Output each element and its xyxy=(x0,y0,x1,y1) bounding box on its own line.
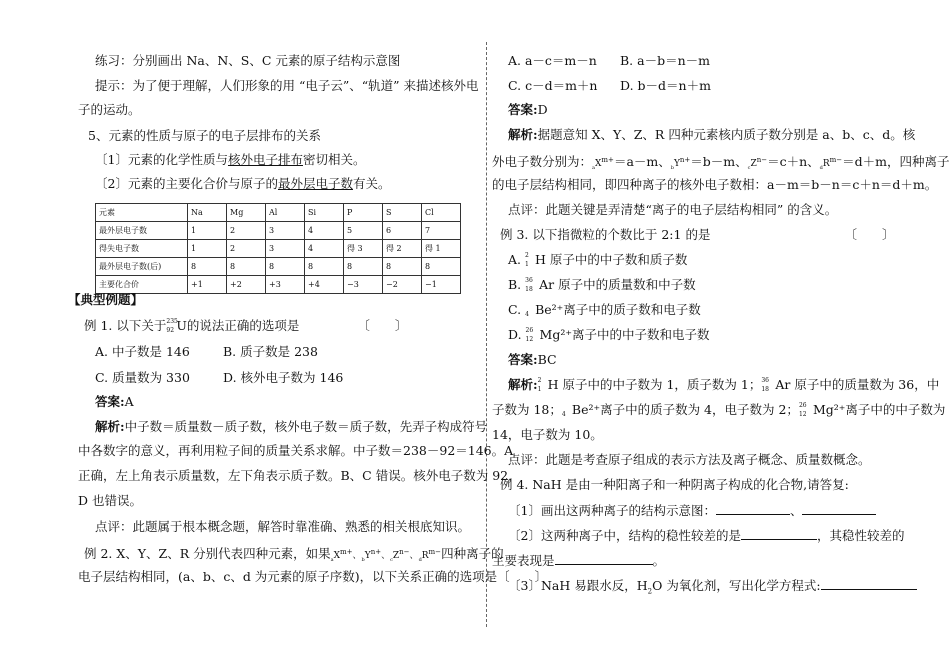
table-cell: +4 xyxy=(305,276,344,294)
example-1-analysis-4: D 也错误。 xyxy=(78,493,142,508)
example-3-analysis-3: 14，电子数为 10。 xyxy=(492,427,603,442)
example-2-option-a: A. a－c＝m－n xyxy=(508,53,597,68)
analysis-label: 解析: xyxy=(508,127,538,142)
isotope-number: 4 xyxy=(525,310,529,318)
table-cell: P xyxy=(344,204,383,222)
option-text: Be²⁺离子中的质子数和电子数 xyxy=(535,302,701,317)
example-2-question-line-2: 电子层结构相同，(a、b、c、d 为元素的原子序数)，以下关系正确的选项是〔 〕 xyxy=(78,569,548,584)
table-row xyxy=(96,222,461,240)
analysis-2-text-c: ＝b－m、 xyxy=(690,154,748,169)
column-divider xyxy=(486,42,487,627)
example-3-option-d xyxy=(508,327,709,343)
example-2-option-b: B. a－b＝n－m xyxy=(620,53,710,68)
table-cell: 8 xyxy=(227,258,266,276)
answer-label: 答案: xyxy=(508,102,538,117)
q2-blank-2[interactable] xyxy=(555,552,653,565)
isotope-mass: 26 xyxy=(525,326,534,334)
example-4-q2 xyxy=(508,527,904,544)
isotope-number: 92 xyxy=(166,326,175,334)
example-2-comment: 点评：此题关键是弄清楚“离子的电子层结构相同” 的含义。 xyxy=(508,202,838,217)
table-cell: 7 xyxy=(422,222,461,240)
hydrogen-isotope xyxy=(525,251,535,268)
table-cell: +1 xyxy=(188,276,227,294)
table-cell: 6 xyxy=(383,222,422,240)
isotope-number: 12 xyxy=(525,335,534,343)
element-table xyxy=(95,203,461,294)
analysis-text-a: H 原子中的中子数为 1，质子数为 1； xyxy=(547,377,762,392)
example-4-q2-line-2 xyxy=(492,552,665,569)
table-cell: 元素 xyxy=(96,204,188,222)
practice-line: 练习：分别画出 Na、N、S、C 元素的原子结构示意图 xyxy=(95,53,401,68)
isotope-mass: 235 xyxy=(166,317,178,325)
example-1-text-a: 例 1. 以下关于 xyxy=(84,318,167,333)
example-3-option-c xyxy=(508,302,701,318)
analysis-2-text-b: Be²⁺离子中的质子数为 4，电子数为 2； xyxy=(571,402,799,417)
example-2-analysis-1 xyxy=(508,127,915,143)
table-cell: −3 xyxy=(344,276,383,294)
point-1-text-a: 〔1〕元素的化学性质与 xyxy=(95,152,228,167)
ion-y: $_bY^{n+}$ xyxy=(670,156,691,171)
hint-line-1: 提示：为了便于理解，人们形象的用 “电子云”、“轨道” 来描述核外电 xyxy=(95,78,479,93)
table-cell: Mg xyxy=(227,204,266,222)
example-2-analysis-2 xyxy=(492,152,950,176)
table-cell: 最外层电子数(后) xyxy=(96,258,188,276)
point-2 xyxy=(95,176,391,192)
example-1-analysis-1 xyxy=(95,419,487,435)
isotope-number: 18 xyxy=(761,385,769,393)
q3-text-b: O 为氧化剂，写出化学方程式: xyxy=(652,578,821,593)
table-cell: 2 xyxy=(227,222,266,240)
beryllium-isotope xyxy=(525,304,535,318)
table-cell: −2 xyxy=(383,276,422,294)
table-row xyxy=(96,258,461,276)
answer-label: 答案: xyxy=(95,394,125,409)
analysis-label: 解析: xyxy=(508,377,538,392)
q1-text: 〔1〕画出这两种离子的结构示意图： xyxy=(508,503,716,518)
q1-blank-2[interactable] xyxy=(802,502,876,515)
argon-isotope xyxy=(761,376,775,393)
ion-x: $_aX^{m+}$ xyxy=(592,156,614,171)
point-2-text-b: 有关。 xyxy=(352,176,391,191)
example-3-bracket: 〔 〕 xyxy=(844,227,895,242)
analysis-label: 解析: xyxy=(95,419,125,434)
isotope-mass: 36 xyxy=(525,276,533,284)
example-3-analysis-1 xyxy=(508,377,939,393)
analysis-2-text-c: Mg²⁺离子中的中子数为 xyxy=(812,402,946,417)
analysis-2-text-b: ＝a－m、 xyxy=(613,154,671,169)
table-cell: Al xyxy=(266,204,305,222)
example-3-option-a xyxy=(508,252,687,268)
uranium-isotope-symbol xyxy=(166,317,178,334)
analysis-2-text-a: 子数为 18； xyxy=(492,402,562,417)
option-text: H 原子中的中子数和质子数 xyxy=(535,252,688,267)
table-cell: 得 2 xyxy=(383,240,422,258)
answer-label: 答案: xyxy=(508,352,538,367)
analysis-2-text-e: ＝d＋m，四种离子 xyxy=(842,154,950,169)
point-2-underlined: 最外层电子数 xyxy=(277,176,353,191)
table-cell: 3 xyxy=(266,240,305,258)
point-1 xyxy=(95,152,366,168)
example-1-analysis-2: 中各数字的意义，再利用粒子间的质量关系求解。中子数＝238－92＝146。A xyxy=(78,443,514,458)
subscript-2: 2 xyxy=(647,587,653,596)
point-2-text-a: 〔2〕元素的主要化合价与原子的 xyxy=(95,176,278,191)
table-cell: Na xyxy=(188,204,227,222)
example-2-question xyxy=(84,544,504,568)
example-2-text-a: 例 2. X、Y、Z、R 分别代表四种元素，如果 xyxy=(84,546,331,561)
q2-text-a: 〔2〕这两种离子中，结构的稳性较差的是 xyxy=(508,528,741,543)
example-4-question: 例 4. NaH 是由一种阳离子和一种阴离子构成的化合物,请答复: xyxy=(500,477,849,492)
beryllium-isotope xyxy=(562,404,572,418)
option-label: B. xyxy=(508,277,522,292)
example-1-comment: 点评：此题属于根本概念题，解答时靠准确、熟悉的相关根底知识。 xyxy=(95,519,471,534)
example-2-analysis-3: 的电子层结构相同，即四种离子的核外电子数相：a－m＝b－n＝c＋n＝d＋m。 xyxy=(492,177,938,192)
table-cell: 3 xyxy=(266,222,305,240)
isotope-mass: 2 xyxy=(525,251,529,259)
example-3-option-b xyxy=(508,277,696,293)
option-label: A. xyxy=(508,252,522,267)
point-1-text-b: 密切相关。 xyxy=(302,152,366,167)
table-cell: 8 xyxy=(422,258,461,276)
q2-text-b: ，其稳性较差的 xyxy=(816,528,905,543)
table-cell: 得 1 xyxy=(422,240,461,258)
example-1-option-a: A. 中子数是 146 xyxy=(95,344,190,359)
table-cell: 得失电子数 xyxy=(96,240,188,258)
table-cell: 1 xyxy=(188,240,227,258)
typical-examples-heading: 【典型例题】 xyxy=(68,292,144,307)
table-cell: +3 xyxy=(266,276,305,294)
example-1-analysis-3: 正确，左上角表示质量数，左下角表示质子数。B、C 错误。核外电子数为 92， xyxy=(78,468,521,483)
isotope-number: 18 xyxy=(525,285,533,293)
example-1-question xyxy=(84,318,407,334)
example-2-ion-list: $_aX^{m+}$、$_bY^{n+}$、$_cZ^{n-}$、$_dR^{m-}$ xyxy=(330,548,442,563)
section-5-heading: 5、元素的性质与原子的电子层排布的关系 xyxy=(88,128,321,143)
hydrogen-isotope xyxy=(537,376,548,393)
example-1-answer xyxy=(95,394,134,410)
table-cell: 4 xyxy=(305,240,344,258)
magnesium-isotope xyxy=(798,401,813,418)
ion-z: $_cZ^{n-}$ xyxy=(747,156,768,171)
isotope-number: 12 xyxy=(798,410,807,418)
q3-text-a: 〔3〕NaH 易跟水反，H xyxy=(508,578,648,593)
table-cell: 4 xyxy=(305,222,344,240)
q1-blank-1[interactable] xyxy=(716,502,790,515)
example-1-option-b: B. 质子数是 238 xyxy=(223,344,318,359)
table-cell: −1 xyxy=(422,276,461,294)
table-cell: 8 xyxy=(383,258,422,276)
example-1-text-b: 的说法正确的选项是 xyxy=(186,318,300,333)
table-cell: 主要化合价 xyxy=(96,276,188,294)
table-row xyxy=(96,276,461,294)
option-label: D. xyxy=(508,327,522,342)
q2-blank-1[interactable] xyxy=(741,527,817,540)
example-1-option-c: C. 质量数为 330 xyxy=(95,370,190,385)
isotope-element: U xyxy=(176,318,187,333)
analysis-text: 中子数＝质量数－质子数，核外电子数＝质子数，先弄子构成符号 xyxy=(124,419,488,434)
example-3-answer xyxy=(508,352,557,368)
table-cell: 8 xyxy=(344,258,383,276)
option-text: Ar 原子中的质量数和中子数 xyxy=(539,277,696,292)
table-cell: 得 3 xyxy=(344,240,383,258)
option-text: Mg²⁺离子中的中子数和电子数 xyxy=(539,327,710,342)
table-row xyxy=(96,240,461,258)
table-cell: Si xyxy=(305,204,344,222)
separator: 、 xyxy=(789,503,803,518)
example-2-answer xyxy=(508,102,548,118)
argon-isotope xyxy=(525,276,539,293)
example-4-q3 xyxy=(508,577,917,600)
isotope-mass: 36 xyxy=(761,376,769,384)
isotope-mass: 26 xyxy=(798,401,807,409)
example-1-option-d: D. 核外电子数为 146 xyxy=(223,370,344,385)
analysis-text: 据题意知 X、Y、Z、R 四种元素核内质子数分别是 a、b、c、d。核 xyxy=(537,127,916,142)
table-cell: 1 xyxy=(188,222,227,240)
analysis-text-b: Ar 原子中的质量数为 36，中 xyxy=(775,377,940,392)
option-label: C. xyxy=(508,302,522,317)
table-cell: 8 xyxy=(188,258,227,276)
table-cell: Cl xyxy=(422,204,461,222)
q3-blank[interactable] xyxy=(821,577,917,590)
example-3-comment: 点评：此题是考查原子组成的表示方法及离子概念、质量数概念。 xyxy=(508,452,871,467)
point-1-underlined: 核外电子排布 xyxy=(227,152,303,167)
example-3-analysis-2 xyxy=(492,402,945,418)
table-row xyxy=(96,204,461,222)
analysis-2-text-d: ＝c＋n、 xyxy=(767,154,820,169)
table-cell: +2 xyxy=(227,276,266,294)
table-cell: 2 xyxy=(227,240,266,258)
example-2-option-c: C. c－d＝m＋n xyxy=(508,78,598,93)
example-4-q1 xyxy=(508,502,876,519)
hint-line-2: 子的运动。 xyxy=(78,102,141,117)
ion-r: $_dR^{m-}$ xyxy=(819,156,843,171)
answer-value: A xyxy=(124,394,134,409)
table-cell: 5 xyxy=(344,222,383,240)
magnesium-isotope xyxy=(525,326,540,343)
example-1-bracket: 〔 〕 xyxy=(357,318,408,333)
table-cell: 8 xyxy=(266,258,305,276)
example-2-option-d: D. b－d＝n＋m xyxy=(620,78,711,93)
isotope-number: 1 xyxy=(537,385,542,393)
example-2-text-b: 四种离子的 xyxy=(441,546,504,561)
q2-text-c: 主要表现是 xyxy=(492,553,555,568)
isotope-mass: 2 xyxy=(537,376,542,384)
answer-value: BC xyxy=(537,352,557,367)
table-cell: S xyxy=(383,204,422,222)
answer-value: D xyxy=(537,102,548,117)
table-cell: 8 xyxy=(305,258,344,276)
isotope-number: 4 xyxy=(561,410,566,418)
analysis-2-text-a: 外电子数分别为： xyxy=(492,154,593,169)
isotope-number: 1 xyxy=(525,260,529,268)
table-cell: 最外层电子数 xyxy=(96,222,188,240)
example-3-text: 例 3. 以下指微粒的个数比于 2:1 的是 xyxy=(500,227,711,242)
example-3-question xyxy=(500,227,894,243)
period: 。 xyxy=(652,553,666,568)
